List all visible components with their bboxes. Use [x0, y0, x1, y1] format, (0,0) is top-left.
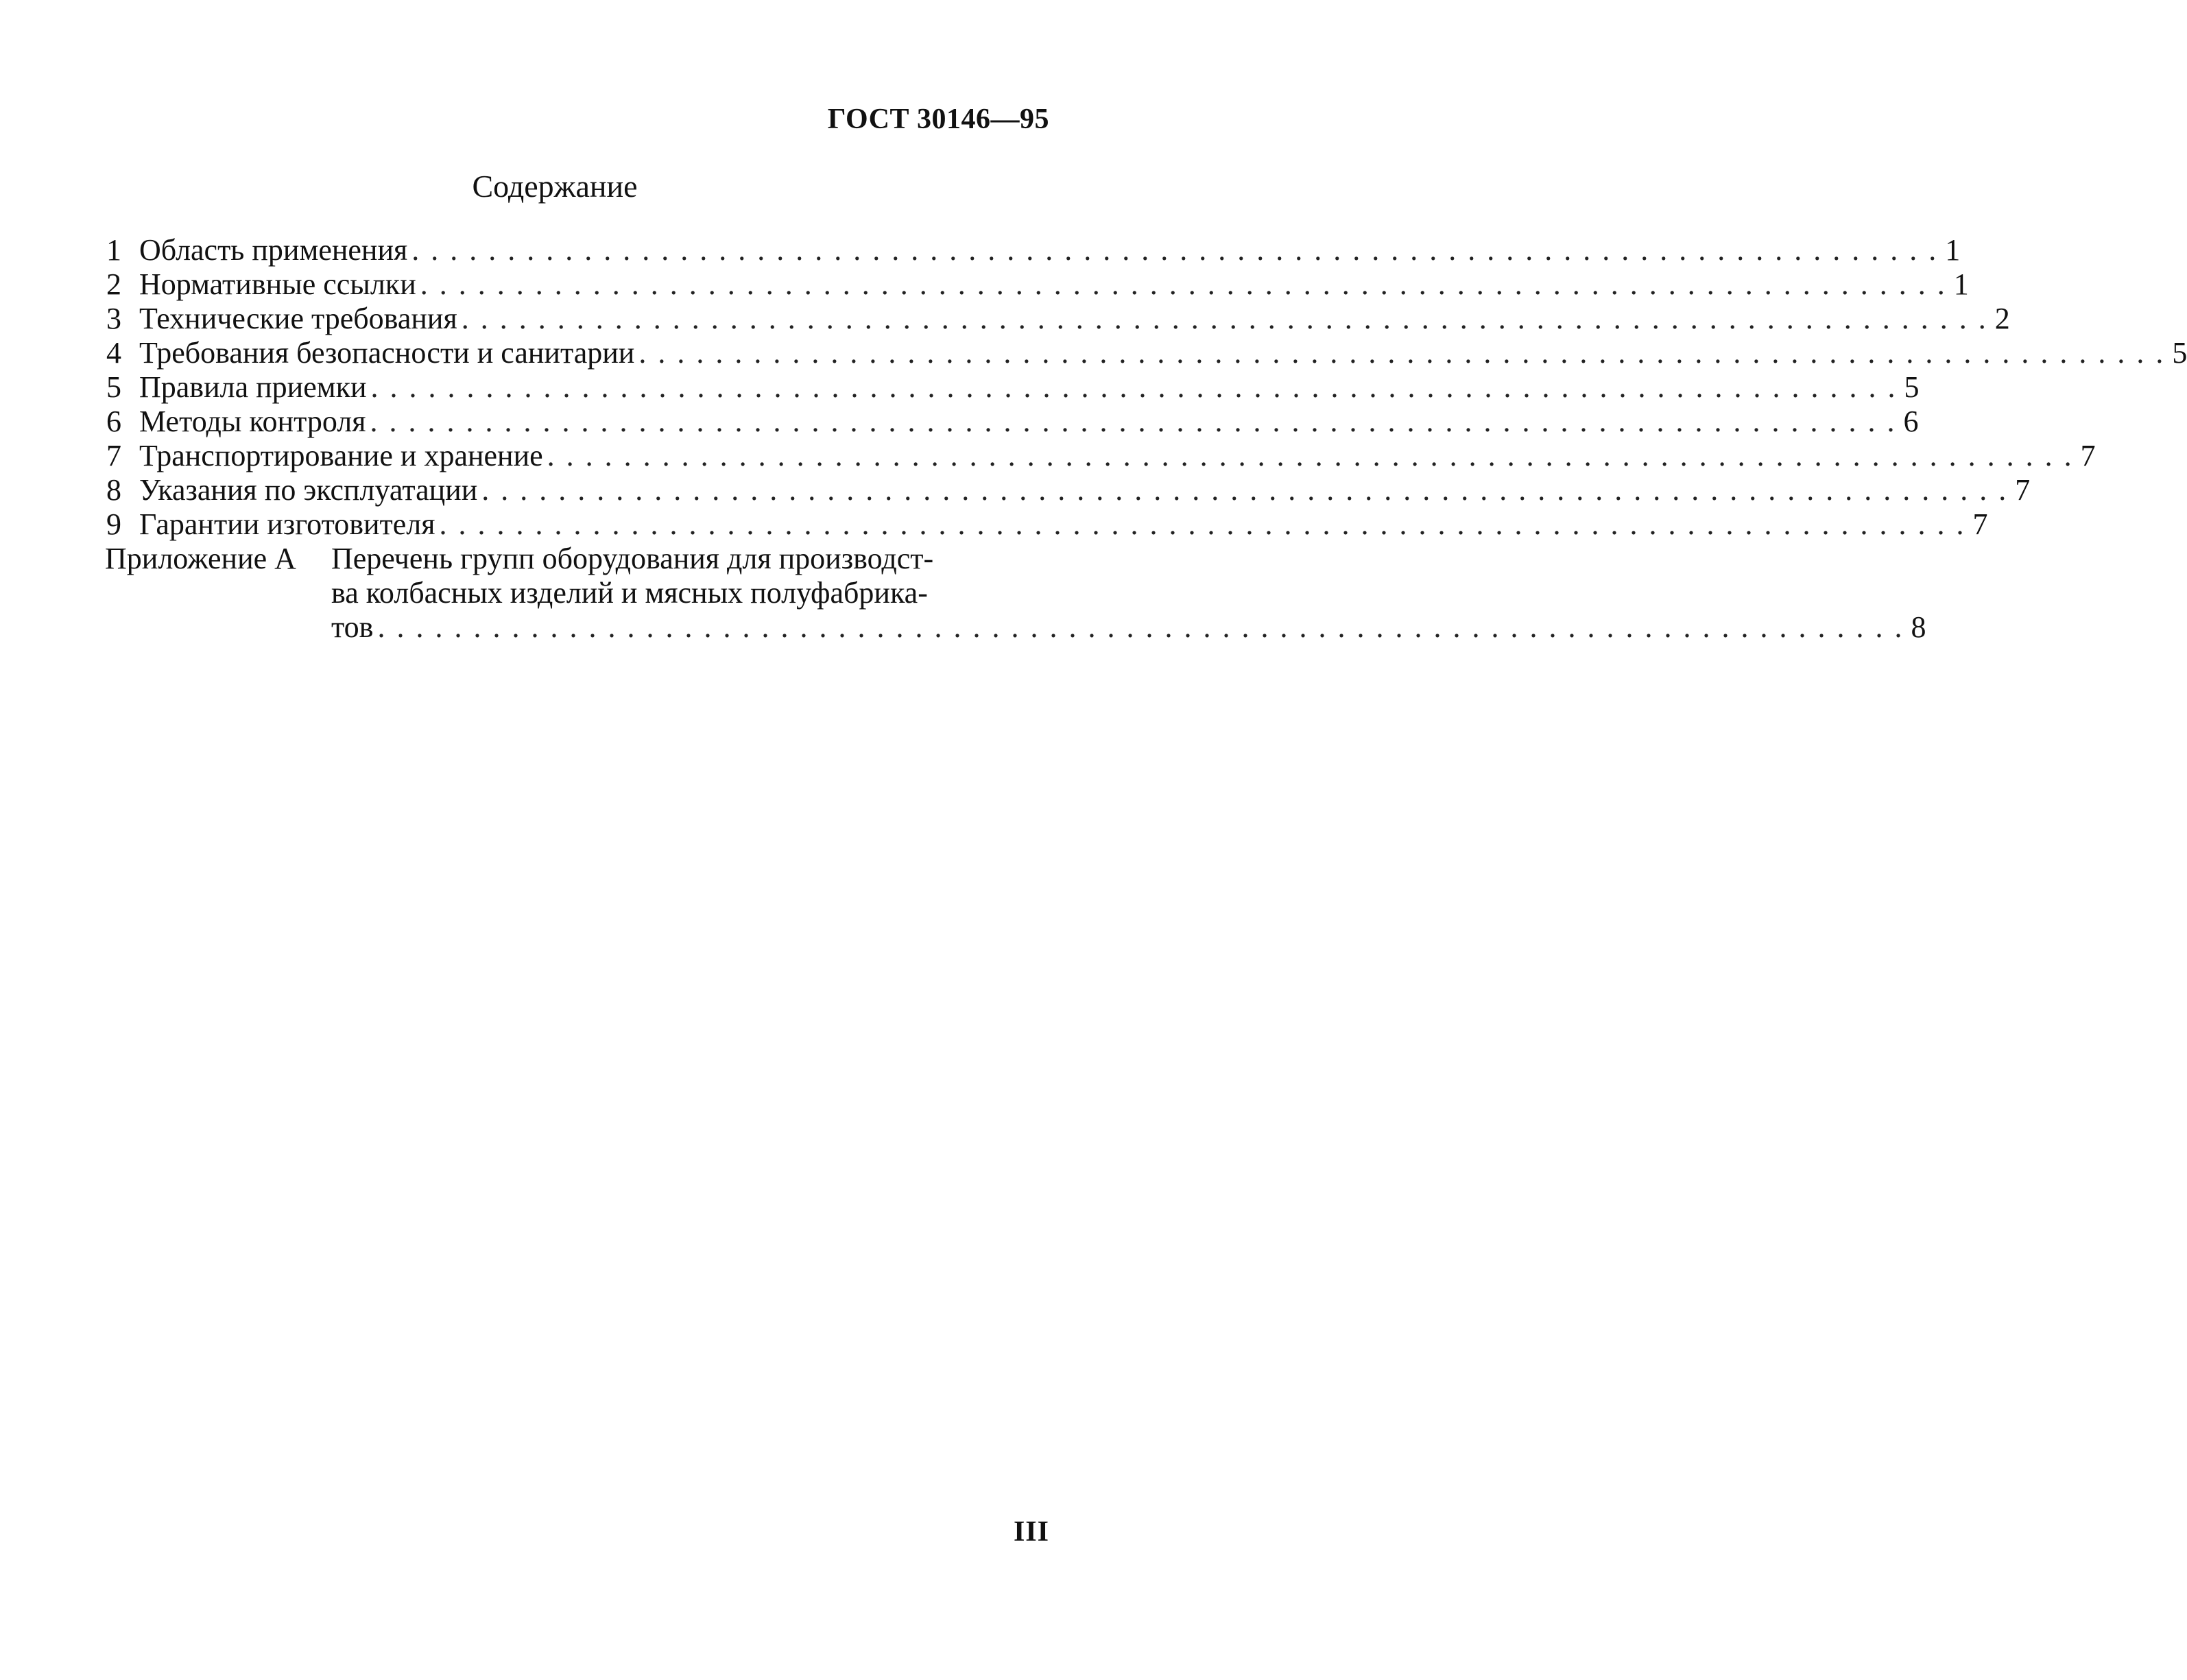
toc-item-label: Правила приемки — [139, 370, 367, 404]
toc-item-page: 1 — [1953, 267, 1969, 301]
toc-item-page: 2 — [1994, 302, 2010, 335]
toc-item-label: Методы контроля — [139, 405, 366, 438]
appendix-title-last-line — [331, 610, 1926, 645]
document-id: ГОСТ 30146—95 — [827, 104, 1049, 135]
toc-appendix-a[interactable] — [105, 542, 1926, 645]
toc-item-5[interactable] — [106, 370, 1920, 405]
toc-item-6[interactable] — [106, 405, 1919, 439]
appendix-title-ending: тов — [331, 610, 374, 644]
toc-item-page: 5 — [1904, 370, 1920, 404]
appendix-title — [331, 542, 1926, 645]
toc-item-page: 5 — [2172, 336, 2187, 370]
toc-item-page: 7 — [1972, 507, 1988, 541]
appendix-title-line: Перечень групп оборудования для производст- — [331, 542, 934, 575]
toc-item-2[interactable] — [106, 267, 1969, 302]
toc-leader-dots — [638, 336, 2165, 370]
toc-item-page: 7 — [2080, 439, 2096, 472]
toc-item-number: 6 — [106, 405, 121, 438]
page-number: III — [1013, 1516, 1049, 1548]
toc-item-page: 6 — [1903, 405, 1919, 438]
toc-item-number: 7 — [106, 439, 121, 472]
toc-title: Содержание — [472, 169, 638, 204]
toc-item-number: 8 — [106, 473, 121, 507]
toc-item-label: Нормативные ссылки — [139, 267, 416, 301]
toc-leader-dots — [371, 370, 1898, 405]
toc-item-page: 1 — [1945, 233, 1961, 267]
toc-item-number: 9 — [106, 507, 121, 541]
appendix-title-line: ва колбасных изделий и мясных полуфабрика- — [331, 576, 928, 610]
toc-leader-dots — [420, 267, 1947, 302]
toc-item-label: Технические требования — [139, 302, 457, 335]
toc-item-label: Требования безопасности и санитарии — [139, 336, 635, 370]
toc-item-number: 3 — [106, 302, 121, 335]
toc-item-number: 5 — [106, 370, 121, 404]
toc-leader-dots — [440, 507, 1966, 542]
toc-leader-dots — [481, 473, 2008, 507]
toc-item-label: Транспортирование и хранение — [139, 439, 543, 472]
appendix-prefix: Приложение А — [105, 542, 296, 575]
toc-item-3[interactable] — [106, 302, 2010, 336]
toc-item-label: Указания по эксплуатации — [139, 473, 478, 507]
toc-leader-dots — [411, 233, 1938, 267]
toc-item-4[interactable] — [106, 336, 2187, 370]
toc-item-7[interactable] — [106, 439, 2096, 473]
toc-item-page: 7 — [2015, 473, 2031, 507]
toc-leader-dots — [462, 302, 1988, 336]
toc-item-number: 1 — [106, 233, 121, 267]
toc-item-1[interactable] — [106, 233, 1961, 267]
toc-item-label: Область применения — [139, 233, 408, 267]
toc-item-number: 4 — [106, 336, 121, 370]
toc-item-9[interactable] — [106, 507, 1988, 542]
toc-leader-dots — [377, 610, 1904, 645]
toc-item-8[interactable] — [106, 473, 2031, 507]
table-of-contents — [105, 233, 2187, 645]
toc-item-number: 2 — [106, 267, 121, 301]
toc-leader-dots — [370, 405, 1896, 439]
toc-leader-dots — [547, 439, 2074, 473]
appendix-page: 8 — [1911, 610, 1926, 644]
toc-item-label: Гарантии изготовителя — [139, 507, 435, 541]
